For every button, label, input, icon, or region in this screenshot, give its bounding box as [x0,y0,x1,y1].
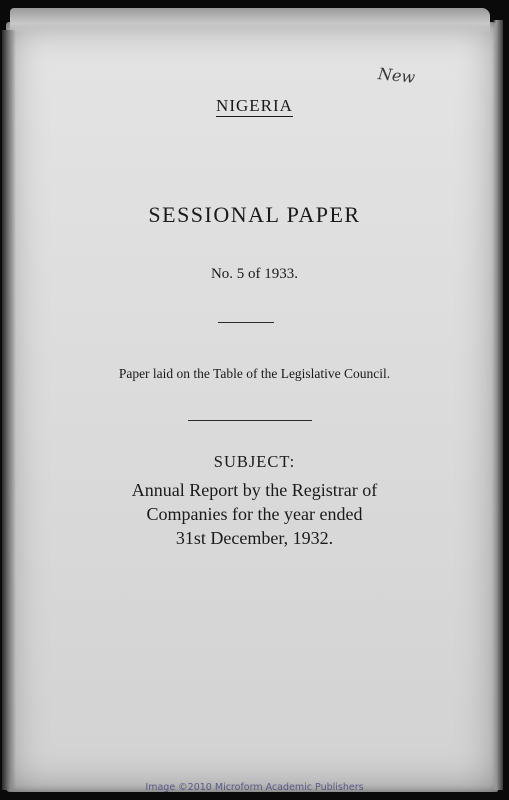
subject-text [0,478,509,550]
divider-short [218,322,274,323]
footer-credit: Image ©2010 Microform Academic Publishers [145,782,364,793]
country-name: NIGERIA [216,96,293,115]
subject-line-3: 31st December, 1932. [175,528,334,548]
subject-line-2: Companies for the year ended [146,504,363,524]
divider-long [188,420,312,421]
subject-label: SUBJECT: [213,452,296,471]
laid-statement: Paper laid on the Table of the Legislative Council. [118,366,391,381]
document-page [6,22,498,792]
document-type-title: SESSIONAL PAPER [148,202,361,227]
subject-line-1: Annual Report by the Registrar of [131,480,378,500]
country-heading [0,96,509,116]
page-right-edge [493,20,503,790]
page-left-edge [2,30,16,790]
document-number: No. 5 of 1933. [210,266,299,282]
handwritten-note: New [377,64,417,87]
page-top-edge [10,8,490,34]
